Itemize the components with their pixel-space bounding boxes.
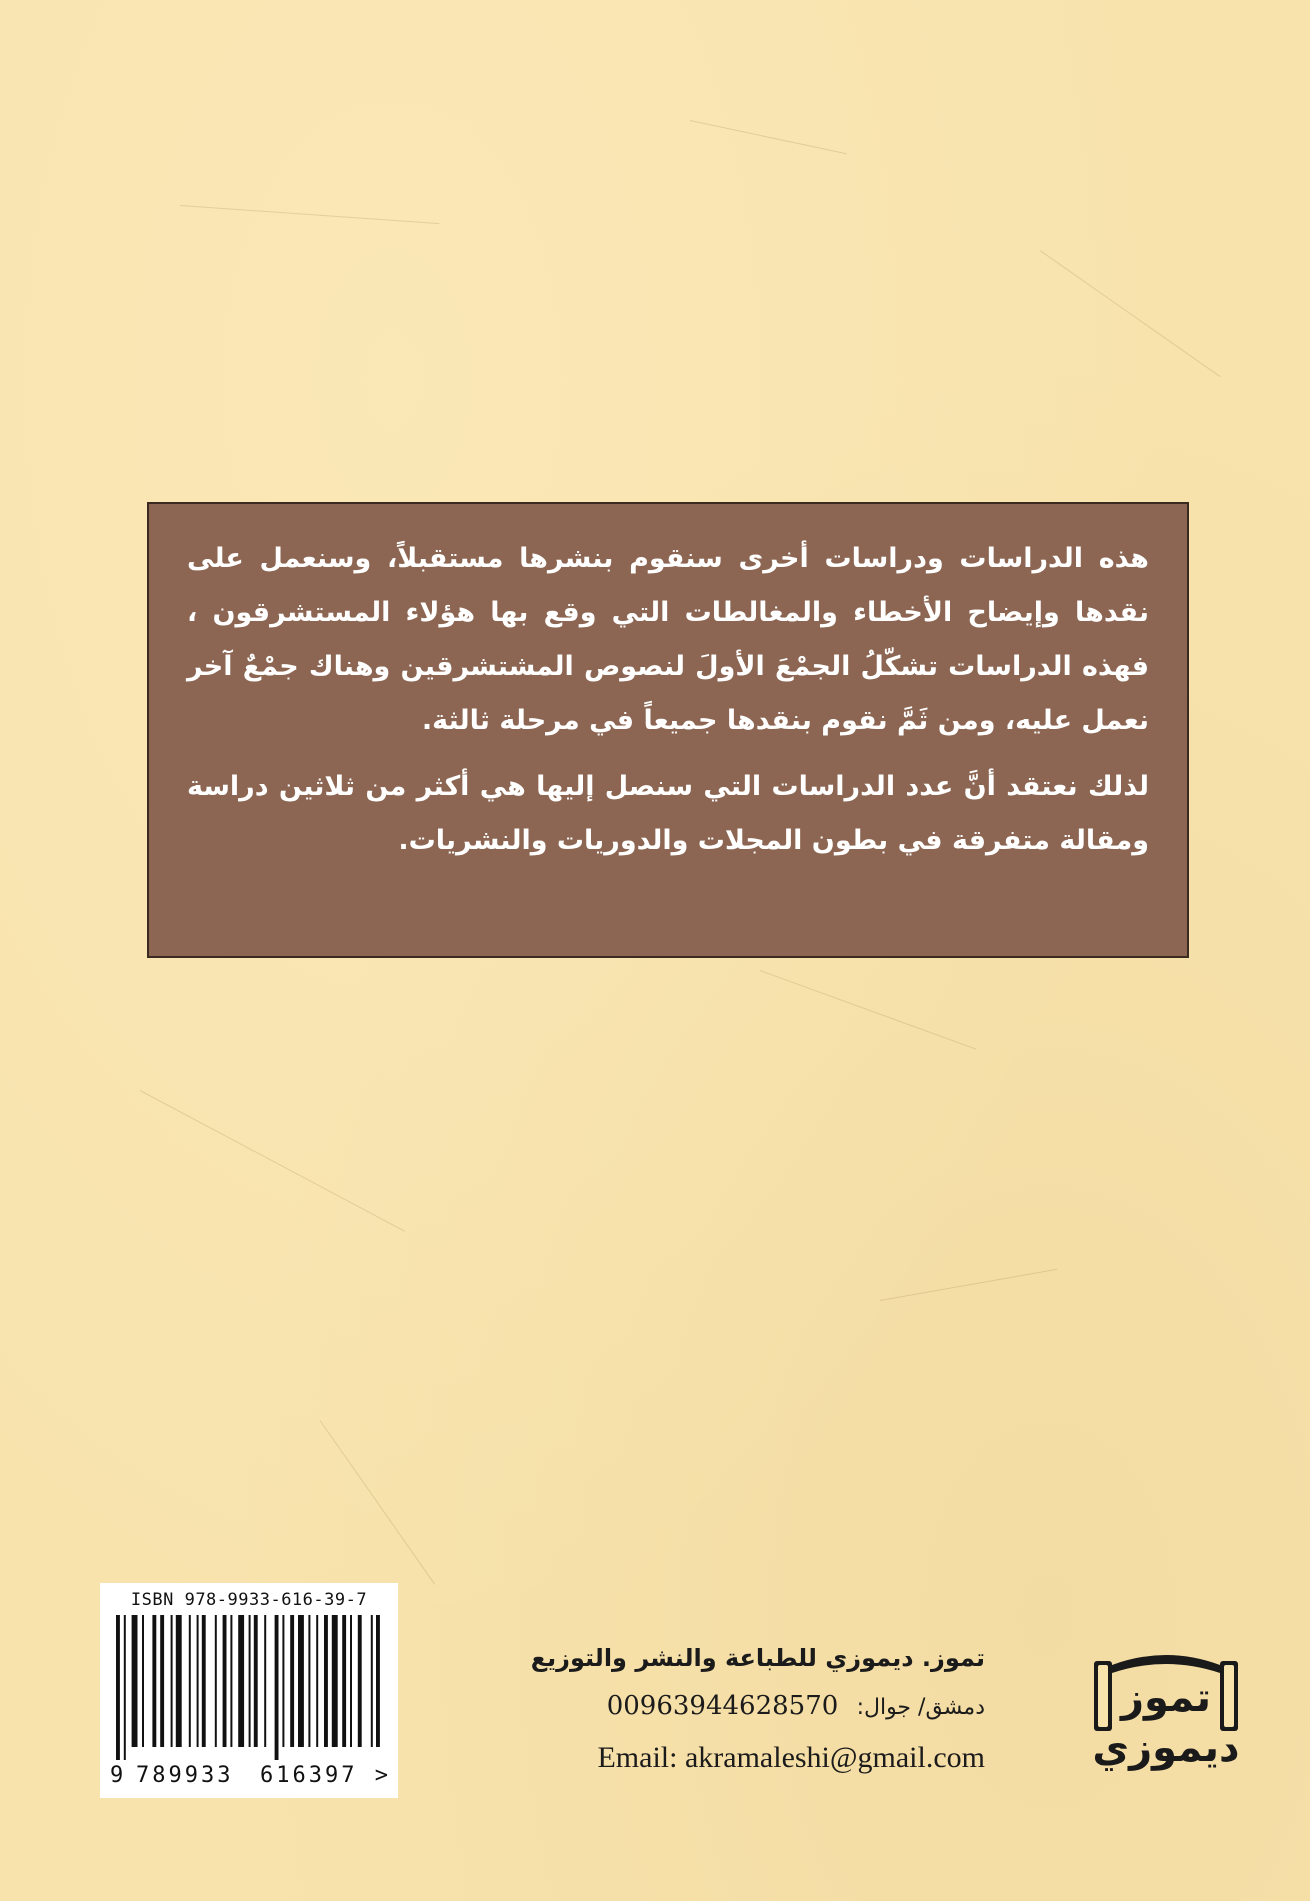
paper-scratch	[690, 120, 847, 154]
barcode-bar	[238, 1615, 244, 1747]
barcode-bar	[298, 1615, 304, 1747]
publisher-email: Email: akramaleshi@gmail.com	[597, 1741, 985, 1774]
publisher-phone-line	[385, 1684, 985, 1728]
barcode-bar	[358, 1615, 362, 1747]
paper-scratch	[1040, 250, 1221, 377]
publisher-logo	[1092, 1643, 1242, 1773]
barcode-bar	[160, 1615, 164, 1747]
barcode-bar	[332, 1615, 338, 1747]
barcode-bar	[282, 1615, 284, 1747]
barcode-bar	[223, 1615, 227, 1747]
publisher-name: تموز. ديموزي للطباعة والنشر والتوزيع	[530, 1644, 985, 1672]
publisher-info	[385, 1640, 985, 1782]
paper-scratch	[320, 1420, 436, 1584]
paper-scratch	[140, 1090, 405, 1232]
barcode-bar	[116, 1615, 120, 1760]
barcode-bar	[171, 1615, 173, 1747]
barcode-bar	[176, 1615, 182, 1747]
barcode-bar	[308, 1615, 310, 1747]
logo-text-top: تموز	[1121, 1675, 1211, 1721]
barcode-bar	[324, 1615, 328, 1747]
phone-label: دمشق/ جوال:	[856, 1695, 985, 1720]
phone-number: 00963944628570	[606, 1691, 839, 1721]
paper-scratch	[760, 970, 976, 1050]
blurb-paragraph-2: لذلك نعتقد أنَّ عدد الدراسات التي سنصل إليها هي أكثر من ثلاثين دراسة ومقالة متفرقة في بطون المجلات والدوريات والنشريات.	[187, 771, 1149, 856]
barcode-bar	[342, 1615, 346, 1747]
barcode-bar	[371, 1615, 373, 1747]
barcode-bar	[189, 1615, 191, 1747]
logo-text-bottom: ديموزي	[1092, 1725, 1240, 1771]
barcode-right-group: 616397	[260, 1763, 358, 1788]
barcode-end-mark: >	[374, 1763, 388, 1788]
barcode-bar	[202, 1615, 206, 1747]
barcode-bar	[215, 1615, 217, 1747]
paper-scratch	[880, 1269, 1057, 1301]
barcode-bar	[197, 1615, 199, 1747]
barcode-bar	[230, 1615, 232, 1747]
blurb-paragraph-1: هذه الدراسات ودراسات أخرى سنقوم بنشرها مستقبلاً، وسنعمل على نقدها وإيضاح الأخطاء والمغالطات التي وقع بها هؤلاء المستشرقون ، فهذه الدراسات تشكّلُ الجمْعَ الأولَ لنصوص المشتشرقين وهناك جمْعٌ آخر نعمل عليه، ومن ثَمَّ نقوم بنقدها جميعاً في مرحلة ثالثة.	[187, 543, 1149, 736]
barcode-bar	[254, 1615, 258, 1747]
barcode-bar	[350, 1615, 352, 1747]
barcode-bar	[249, 1615, 251, 1747]
barcode-bar	[376, 1615, 380, 1747]
barcode-bar	[132, 1615, 138, 1747]
barcode-bar	[264, 1615, 266, 1747]
barcode-bar	[142, 1615, 144, 1747]
barcode-bar	[152, 1615, 156, 1747]
barcode-lead-digit: 9	[110, 1763, 124, 1788]
barcode-bar	[316, 1615, 318, 1747]
barcode-bars	[110, 1615, 388, 1760]
isbn-barcode	[100, 1583, 398, 1798]
barcode-digits	[110, 1762, 388, 1790]
barcode-bar	[124, 1615, 126, 1760]
paper-scratch	[180, 205, 439, 224]
blurb-box	[147, 502, 1189, 958]
barcode-bar	[275, 1615, 279, 1760]
isbn-number: ISBN 978-9933-616-39-7	[130, 1590, 368, 1610]
barcode-bar	[290, 1615, 294, 1747]
barcode-left-group: 789933	[136, 1763, 234, 1788]
